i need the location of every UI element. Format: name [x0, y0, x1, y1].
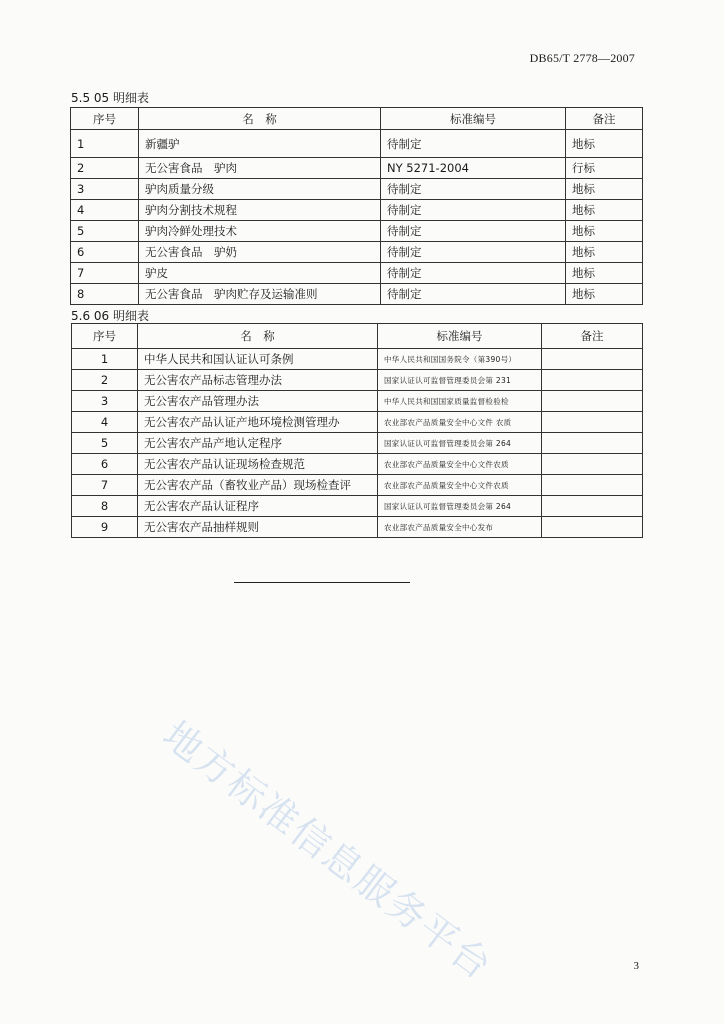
cell-name: 无公害农产品认证程序 — [138, 496, 378, 517]
col-header-name: 名 称 — [138, 324, 378, 349]
cell-std: 国家认证认可监督管理委员会第 231 — [378, 370, 542, 391]
table-row — [71, 284, 643, 305]
table-header-row — [72, 324, 643, 349]
table-row — [72, 412, 643, 433]
cell-no: 2 — [72, 370, 138, 391]
table-row — [71, 179, 643, 200]
cell-std: 农业部农产品质量安全中心文件 农质 — [378, 412, 542, 433]
end-rule — [234, 582, 410, 583]
table-header-row — [71, 108, 643, 130]
cell-std: 待制定 — [381, 130, 566, 158]
cell-note — [542, 391, 643, 412]
cell-std: 农业部农产品质量安全中心文件农质 — [378, 475, 542, 496]
table-row — [72, 496, 643, 517]
cell-note — [542, 433, 643, 454]
cell-no: 7 — [71, 263, 139, 284]
table-06-details — [71, 323, 643, 538]
cell-note: 地标 — [566, 179, 643, 200]
cell-note: 地标 — [566, 200, 643, 221]
cell-note — [542, 454, 643, 475]
table-row — [72, 454, 643, 475]
cell-name: 无公害食品 驴奶 — [139, 242, 381, 263]
cell-std: 待制定 — [381, 200, 566, 221]
cell-note: 地标 — [566, 242, 643, 263]
cell-std: 待制定 — [381, 284, 566, 305]
cell-note — [542, 370, 643, 391]
document-id: DB65/T 2778—2007 — [529, 51, 635, 65]
cell-no: 1 — [71, 130, 139, 158]
cell-name: 无公害农产品认证现场检查规范 — [138, 454, 378, 475]
cell-no: 5 — [71, 221, 139, 242]
cell-note — [542, 517, 643, 538]
cell-no: 8 — [72, 496, 138, 517]
cell-name: 无公害农产品认证产地环境检测管理办 — [138, 412, 378, 433]
section-5-6-title: 5.6 06 明细表 — [71, 309, 149, 323]
cell-note: 行标 — [566, 158, 643, 179]
table-row — [71, 221, 643, 242]
table-row — [71, 200, 643, 221]
col-header-std: 标准编号 — [378, 324, 542, 349]
table-row — [71, 158, 643, 179]
cell-note — [542, 412, 643, 433]
cell-no: 3 — [72, 391, 138, 412]
cell-std: 待制定 — [381, 242, 566, 263]
table-row — [71, 242, 643, 263]
cell-note: 地标 — [566, 284, 643, 305]
table-05-details — [70, 107, 643, 305]
cell-name: 驴肉分割技术规程 — [139, 200, 381, 221]
cell-name: 驴肉质量分级 — [139, 179, 381, 200]
table-row — [71, 130, 643, 158]
cell-no: 6 — [71, 242, 139, 263]
cell-std: 国家认证认可监督管理委员会第 264 — [378, 433, 542, 454]
cell-std: 农业部农产品质量安全中心发布 — [378, 517, 542, 538]
table-row — [72, 349, 643, 370]
cell-note: 地标 — [566, 130, 643, 158]
cell-no: 8 — [71, 284, 139, 305]
table-row — [72, 370, 643, 391]
table-row — [72, 475, 643, 496]
cell-note — [542, 496, 643, 517]
table-row — [72, 433, 643, 454]
page-number: 3 — [633, 960, 639, 972]
watermark: 地方标准信息服务平台 — [154, 712, 501, 989]
cell-std: 中华人民共和国国务院令（第390号） — [378, 349, 542, 370]
col-header-no: 序号 — [71, 108, 139, 130]
cell-name: 无公害食品 驴肉 — [139, 158, 381, 179]
cell-note: 地标 — [566, 221, 643, 242]
section-5-5-title: 5.5 05 明细表 — [71, 91, 149, 105]
cell-no: 4 — [71, 200, 139, 221]
cell-std: 待制定 — [381, 221, 566, 242]
cell-name: 无公害农产品抽样规则 — [138, 517, 378, 538]
cell-note: 地标 — [566, 263, 643, 284]
cell-name: 无公害农产品产地认定程序 — [138, 433, 378, 454]
cell-std: 国家认证认可监督管理委员会第 264 — [378, 496, 542, 517]
col-header-no: 序号 — [72, 324, 138, 349]
cell-name: 无公害农产品标志管理办法 — [138, 370, 378, 391]
table-row — [71, 263, 643, 284]
cell-no: 7 — [72, 475, 138, 496]
col-header-note: 备注 — [542, 324, 643, 349]
cell-no: 5 — [72, 433, 138, 454]
cell-name: 无公害食品 驴肉贮存及运输准则 — [139, 284, 381, 305]
cell-no: 1 — [72, 349, 138, 370]
cell-std: 中华人民共和国国家质量监督检验检 — [378, 391, 542, 412]
cell-note — [542, 349, 643, 370]
cell-name: 无公害农产品管理办法 — [138, 391, 378, 412]
table-row — [72, 517, 643, 538]
table-row — [72, 391, 643, 412]
cell-note — [542, 475, 643, 496]
col-header-note: 备注 — [566, 108, 643, 130]
cell-no: 4 — [72, 412, 138, 433]
cell-name: 无公害农产品（畜牧业产品）现场检查评 — [138, 475, 378, 496]
cell-std: 农业部农产品质量安全中心文件农质 — [378, 454, 542, 475]
cell-no: 2 — [71, 158, 139, 179]
cell-name: 驴肉冷鲜处理技术 — [139, 221, 381, 242]
cell-no: 9 — [72, 517, 138, 538]
cell-name: 新疆驴 — [139, 130, 381, 158]
col-header-std: 标准编号 — [381, 108, 566, 130]
cell-std: NY 5271-2004 — [381, 158, 566, 179]
cell-name: 中华人民共和国认证认可条例 — [138, 349, 378, 370]
cell-std: 待制定 — [381, 263, 566, 284]
cell-no: 3 — [71, 179, 139, 200]
col-header-name: 名 称 — [139, 108, 381, 130]
cell-std: 待制定 — [381, 179, 566, 200]
cell-no: 6 — [72, 454, 138, 475]
cell-name: 驴皮 — [139, 263, 381, 284]
